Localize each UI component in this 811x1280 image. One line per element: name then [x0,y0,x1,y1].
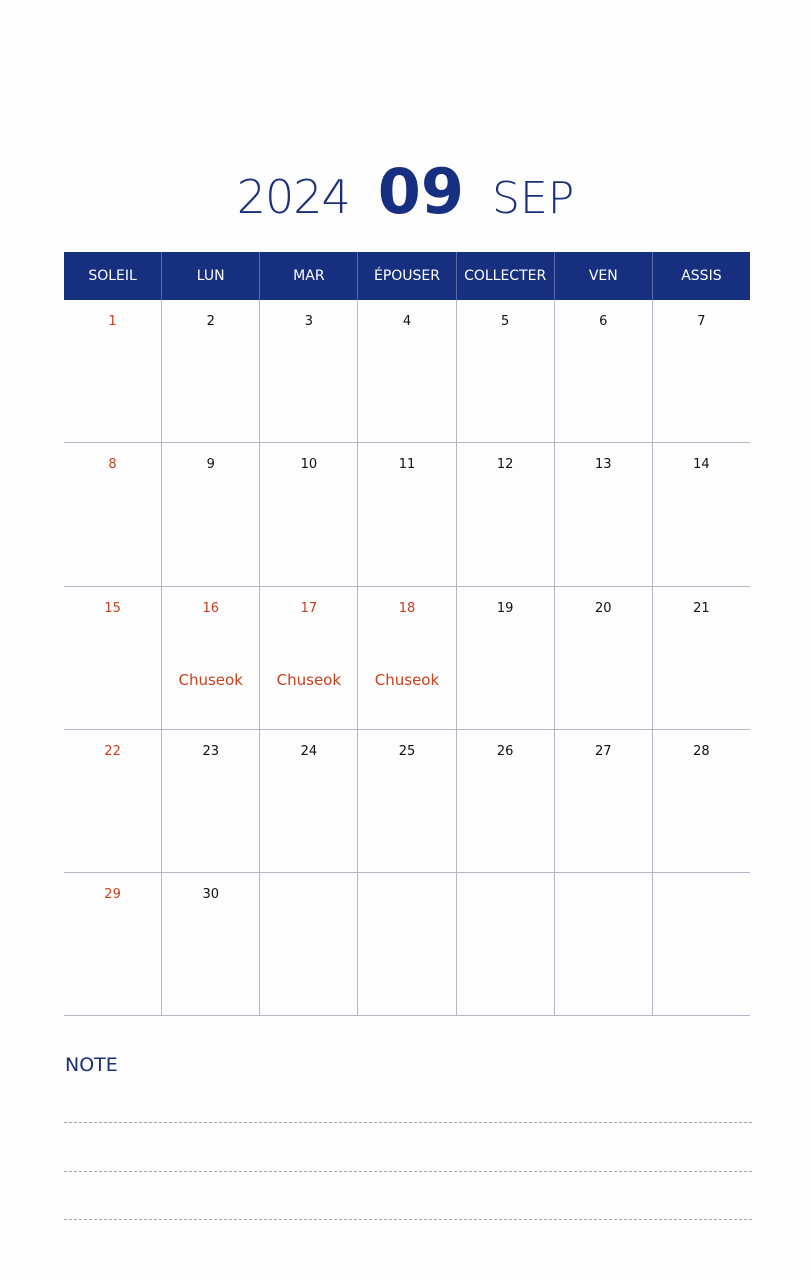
note-line [64,1219,752,1220]
day-number: 12 [496,457,514,473]
day-cell[interactable] [653,443,750,585]
year: 2024 [236,170,350,224]
day-number: 5 [500,314,510,329]
day-cell[interactable] [653,730,750,872]
day-cell[interactable] [457,587,555,729]
day-cell[interactable] [653,587,750,729]
week-row [64,443,750,586]
day-cell[interactable] [457,873,555,1015]
day-number: 14 [693,457,710,473]
day-number: 23 [202,743,219,759]
day-number: 15 [104,600,121,616]
day-number: 10 [300,457,318,473]
day-cell[interactable] [162,730,260,872]
day-cell[interactable] [555,587,653,729]
day-number: 1 [108,314,117,329]
day-cell[interactable] [260,587,358,729]
day-cell[interactable] [260,300,358,442]
day-cell[interactable] [64,443,162,585]
week-row [64,300,750,443]
weekday-0: SOLEIL [64,252,162,300]
day-cell[interactable] [358,300,456,442]
note-line [64,1122,752,1123]
day-number: 24 [300,743,318,759]
day-cell[interactable] [162,873,260,1015]
day-number: 30 [202,887,219,903]
weekday-5: VEN [555,252,653,300]
day-number: 20 [595,600,612,616]
holiday-event: Chuseok [276,670,342,689]
note-line [64,1171,752,1172]
day-number: 18 [398,600,416,616]
day-number: 28 [693,743,710,759]
day-cell[interactable] [555,873,653,1015]
day-cell[interactable] [457,443,555,585]
day-cell[interactable] [260,443,358,585]
month-name: SEP [492,173,575,224]
calendar-body [64,300,750,1016]
day-number: 21 [693,600,710,616]
holiday-event: Chuseok [374,670,440,689]
calendar-title [0,155,811,228]
day-cell[interactable] [64,730,162,872]
day-number: 9 [206,457,215,473]
day-number: 11 [398,457,416,473]
day-cell[interactable] [653,300,750,442]
day-cell[interactable] [457,300,555,442]
day-cell[interactable] [162,300,260,442]
day-number: 19 [496,600,514,616]
day-cell[interactable] [358,730,456,872]
weekday-3: ÉPOUSER [358,252,456,300]
day-cell[interactable] [64,300,162,442]
day-cell[interactable] [260,873,358,1015]
holiday-event: Chuseok [178,670,243,689]
day-number: 27 [595,743,612,759]
day-number: 3 [304,314,313,329]
day-number: 25 [398,743,416,759]
day-cell[interactable] [358,873,456,1015]
day-number: 17 [300,600,318,616]
day-cell[interactable] [457,730,555,872]
day-cell[interactable] [555,300,653,442]
day-number: 4 [402,314,412,329]
day-cell[interactable] [358,587,456,729]
day-cell[interactable] [555,443,653,585]
day-number: 7 [697,314,706,329]
weekday-header [64,252,750,300]
day-number: 2 [206,314,215,329]
weekday-4: COLLECTER [457,252,555,300]
day-cell[interactable] [64,873,162,1015]
day-number: 6 [599,314,608,329]
day-cell[interactable] [162,587,260,729]
day-number: 13 [595,457,612,473]
day-number: 8 [108,457,117,473]
calendar-grid [64,252,750,1016]
month-number: 09 [377,155,465,228]
day-cell[interactable] [260,730,358,872]
day-cell[interactable] [653,873,750,1015]
day-cell[interactable] [64,587,162,729]
day-cell[interactable] [555,730,653,872]
day-cell[interactable] [358,443,456,585]
day-cell[interactable] [162,443,260,585]
weekday-1: LUN [162,252,260,300]
day-number: 29 [104,887,121,903]
weekday-2: MAR [260,252,358,300]
week-row [64,587,750,730]
week-row [64,730,750,873]
week-row [64,873,750,1016]
weekday-6: ASSIS [681,268,722,284]
day-number: 22 [104,743,121,759]
day-number: 16 [202,600,219,616]
day-number: 26 [496,743,514,759]
note-label: NOTE [65,1054,118,1076]
